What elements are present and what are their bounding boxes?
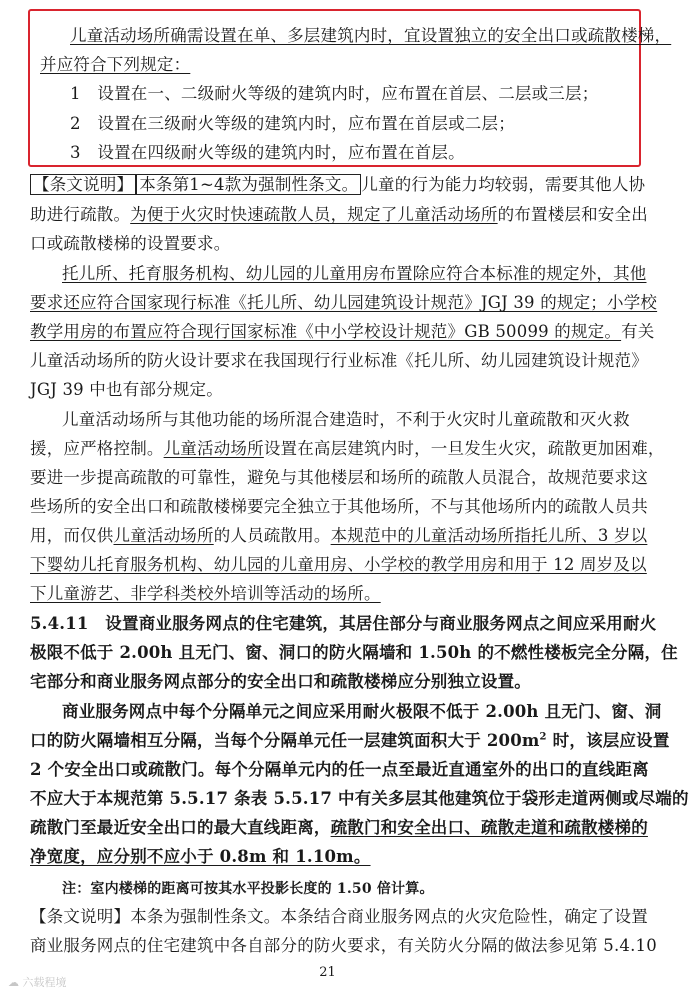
sec5411-p2-line-3: 2 个安全出口或疏散门。每个分隔单元内的任一点至最近直通室外的出口的直线距离 bbox=[30, 760, 649, 779]
boxed-line-1: 儿童活动场所确需设置在单、多层建筑内时，宜设置独立的安全出口或疏散楼梯， bbox=[70, 26, 672, 45]
sec5411-note: 注：室内楼梯的距离可按其水平投影长度的 1.50 倍计算。 bbox=[62, 881, 434, 897]
sec5411-p2-line-6: 净宽度，应分别不应小于 0.8m 和 1.10m。 bbox=[30, 847, 371, 866]
expl1-p2-line-2: 要求还应符合国家现行标准《托儿所、幼儿园建筑设计规范》JGJ 39 的规定；小学校 bbox=[30, 293, 658, 312]
watermark: ☁ 六载程境 bbox=[8, 976, 67, 989]
sec5411-line-1: 5.4.11 设置商业服务网点的住宅建筑，其居住部分与商业服务网点之间应采用耐火 bbox=[30, 614, 657, 633]
sec5411-p2-line-1: 商业服务网点中每个分隔单元之间应采用耐火极限不低于 2.00h 且无门、窗、洞 bbox=[62, 702, 662, 721]
expl1-p3-line-6: 下婴幼儿托育服务机构、幼儿园的儿童用房、小学校的教学用房和用于 12 周岁及以 bbox=[30, 555, 647, 574]
expl1-mandatory: 本条第1~4款为强制性条文。 bbox=[136, 174, 361, 195]
expl1-p3-line-5: 用，而仅供儿童活动场所的人员疏散用。本规范中的儿童活动场所指托儿所、3 岁以 bbox=[30, 526, 648, 545]
sec5411-p2-line-5: 疏散门至最近安全出口的最大直线距离，疏散门和安全出口、疏散走道和疏散楼梯的 bbox=[30, 818, 648, 837]
expl2-line-2: 商业服务网点的住宅建筑中各自部分的防火要求，有关防火分隔的做法参见第 5.4.10 bbox=[30, 936, 657, 955]
expl1-p3-line-2: 援，应严格控制。儿童活动场所设置在高层建筑内时，一旦发生火灾，疏散更加困难， bbox=[30, 439, 665, 458]
boxed-line-2: 并应符合下列规定： bbox=[40, 55, 191, 74]
sec5411-line-2: 极限不低于 2.00h 且无门、窗、洞口的防火隔墙和 1.50h 的不燃性楼板完全分隔，住 bbox=[30, 643, 678, 662]
boxed-item-3: 3 设置在四级耐火等级的建筑内时，应布置在首层。 bbox=[70, 143, 465, 162]
expl1-p2-line-5: JGJ 39 中也有部分规定。 bbox=[30, 380, 223, 399]
expl1-line-1: 【条文说明】 本条第1~4款为强制性条文。 儿童的行为能力均较弱，需要其他人协 bbox=[30, 175, 645, 195]
expl1-p3-line-4: 些场所的安全出口和疏散楼梯要完全独立于其他场所，不与其他场所内的疏散人员共 bbox=[30, 497, 648, 516]
watermark-logo-icon: ☁ bbox=[8, 976, 19, 989]
sec5411-p2-line-2: 口的防火隔墙相互分隔，当每个分隔单元任一层建筑面积大于 $200m^2$ 时，该层应设置 bbox=[30, 731, 670, 750]
sec5411-line-3: 宅部分和商业服务网点部分的安全出口和疏散楼梯应分别独立设置。 bbox=[30, 672, 531, 691]
boxed-item-2: 2 设置在三级耐火等级的建筑内时，应布置在首层或二层； bbox=[70, 114, 515, 133]
expl2-line-1: 【条文说明】本条为强制性条文。本条结合商业服务网点的火灾危险性，确定了设置 bbox=[30, 907, 648, 926]
page-number: 21 bbox=[319, 965, 336, 980]
expl1-p3-line-1: 儿童活动场所与其他功能的场所混合建造时，不利于火灾时儿童疏散和灭火救 bbox=[62, 410, 630, 429]
expl1-p3-line-7: 下儿童游艺、非学科类校外培训等活动的场所。 bbox=[30, 584, 381, 603]
expl1-line-3: 口或疏散楼梯的设置要求。 bbox=[30, 234, 231, 253]
expl1-p3-line-3: 要进一步提高疏散的可靠性，避免与其他楼层和场所的疏散人员混合，故规范要求这 bbox=[30, 468, 648, 487]
expl1-line-2: 助进行疏散。为便于火灾时快速疏散人员，规定了儿童活动场所的布置楼层和安全出 bbox=[30, 205, 648, 224]
expl1-p2-line-3: 教学用房的布置应符合现行国家标准《中小学校设计规范》GB 50099 的规定。有关 bbox=[30, 322, 655, 341]
expl1-p2-line-1: 托儿所、托育服务机构、幼儿园的儿童用房布置除应符合本标准的规定外，其他 bbox=[62, 264, 647, 283]
expl1-label: 【条文说明】 bbox=[30, 174, 136, 195]
expl1-p2-line-4: 儿童活动场所的防火设计要求在我国现行行业标准《托儿所、幼儿园建筑设计规范》 bbox=[30, 351, 648, 370]
sec5411-p2-line-4: 不应大于本规范第 5.5.17 条表 5.5.17 中有关多层其他建筑位于袋形走道两侧或尽端的 bbox=[30, 789, 689, 808]
boxed-item-1: 1 设置在一、二级耐火等级的建筑内时，应布置在首层、二层或三层； bbox=[70, 84, 599, 103]
